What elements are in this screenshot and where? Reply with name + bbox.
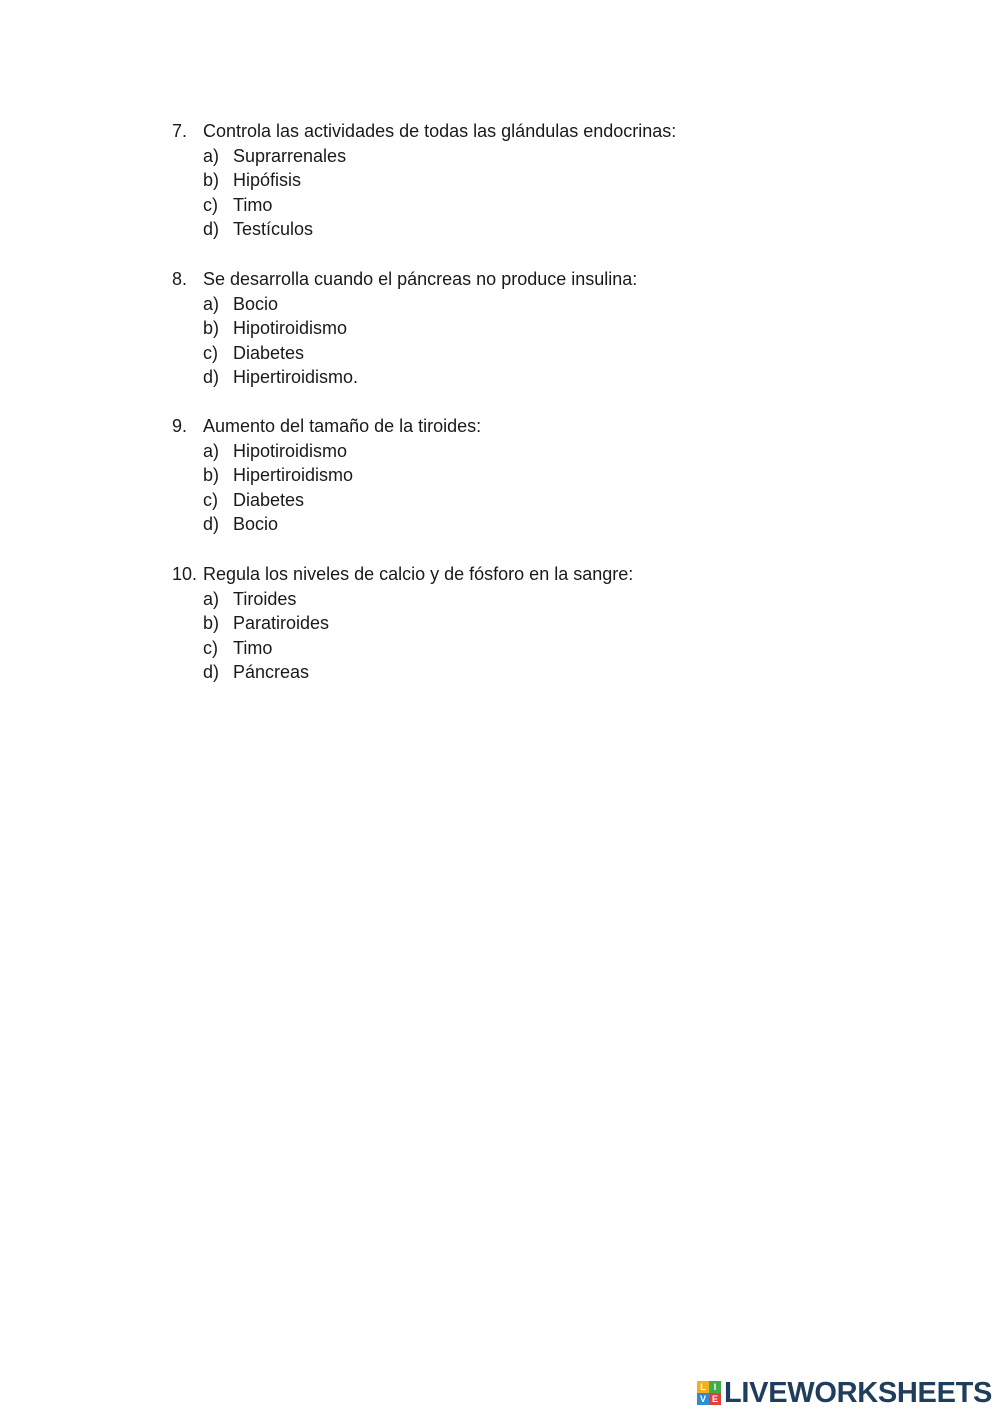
question-text: Regula los niveles de calcio y de fósforo en la sangre:: [203, 564, 634, 584]
option-c[interactable]: [172, 488, 872, 513]
option-letter: c): [203, 194, 218, 215]
option-text: Timo: [233, 194, 273, 215]
option-text: Timo: [233, 637, 273, 658]
option-text: Hipófisis: [233, 170, 302, 191]
option-letter: a): [203, 440, 220, 461]
option-letter: a): [203, 145, 220, 166]
option-b[interactable]: [172, 463, 872, 488]
option-letter: c): [203, 637, 218, 658]
option-c[interactable]: [172, 636, 872, 661]
logo-mark-cell: E: [709, 1393, 721, 1405]
option-letter: b): [203, 465, 220, 486]
option-text: Paratiroides: [233, 613, 330, 634]
option-letter: b): [203, 170, 220, 191]
option-a[interactable]: [172, 144, 872, 169]
option-text: Testículos: [233, 219, 314, 240]
question-9: [172, 414, 872, 537]
option-d[interactable]: [172, 365, 872, 390]
liveworksheets-logo: [697, 1378, 992, 1408]
option-letter: c): [203, 489, 218, 510]
question-text: Aumento del tamaño de la tiroides:: [203, 416, 482, 436]
question-text: Controla las actividades de todas las glándulas endocrinas:: [203, 121, 677, 141]
option-c[interactable]: [172, 341, 872, 366]
option-letter: d): [203, 219, 220, 240]
option-c[interactable]: [172, 193, 872, 218]
option-text: Hipotiroidismo: [233, 318, 348, 339]
option-text: Bocio: [233, 514, 279, 535]
option-letter: d): [203, 367, 220, 388]
question-stem: [172, 267, 872, 292]
option-d[interactable]: [172, 660, 872, 685]
question-8: [172, 267, 872, 390]
option-text: Suprarrenales: [233, 145, 347, 166]
option-text: Hipertiroidismo: [233, 465, 354, 486]
option-b[interactable]: [172, 168, 872, 193]
option-letter: a): [203, 293, 220, 314]
logo-mark-icon: [697, 1381, 721, 1405]
option-a[interactable]: [172, 587, 872, 612]
option-d[interactable]: [172, 512, 872, 537]
question-7: [172, 119, 872, 242]
logo-mark-cell: I: [709, 1381, 721, 1393]
option-a[interactable]: [172, 292, 872, 317]
option-text: Bocio: [233, 293, 279, 314]
option-d[interactable]: [172, 217, 872, 242]
option-text: Hipertiroidismo.: [233, 367, 359, 388]
option-text: Tiroides: [233, 588, 297, 609]
question-number: 9.: [172, 416, 188, 436]
logo-text: LIVEWORKSHEETS: [724, 1377, 993, 1409]
option-text: Diabetes: [233, 489, 305, 510]
option-text: Diabetes: [233, 342, 305, 363]
question-number: 8.: [172, 269, 188, 289]
logo-mark-cell: L: [697, 1381, 709, 1393]
option-b[interactable]: [172, 611, 872, 636]
question-number: 7.: [172, 121, 188, 141]
option-text: Páncreas: [233, 662, 310, 683]
question-stem: [172, 119, 872, 144]
option-letter: a): [203, 588, 220, 609]
option-letter: b): [203, 318, 220, 339]
question-stem: [172, 562, 872, 587]
option-b[interactable]: [172, 316, 872, 341]
option-a[interactable]: [172, 439, 872, 464]
option-letter: d): [203, 514, 220, 535]
option-letter: d): [203, 662, 220, 683]
option-text: Hipotiroidismo: [233, 440, 348, 461]
question-text: Se desarrolla cuando el páncreas no produce insulina:: [203, 269, 638, 289]
question-stem: [172, 414, 872, 439]
option-letter: c): [203, 342, 218, 363]
question-10: [172, 562, 872, 685]
logo-mark-cell: V: [697, 1393, 709, 1405]
option-letter: b): [203, 613, 220, 634]
question-number: 10.: [172, 564, 198, 584]
